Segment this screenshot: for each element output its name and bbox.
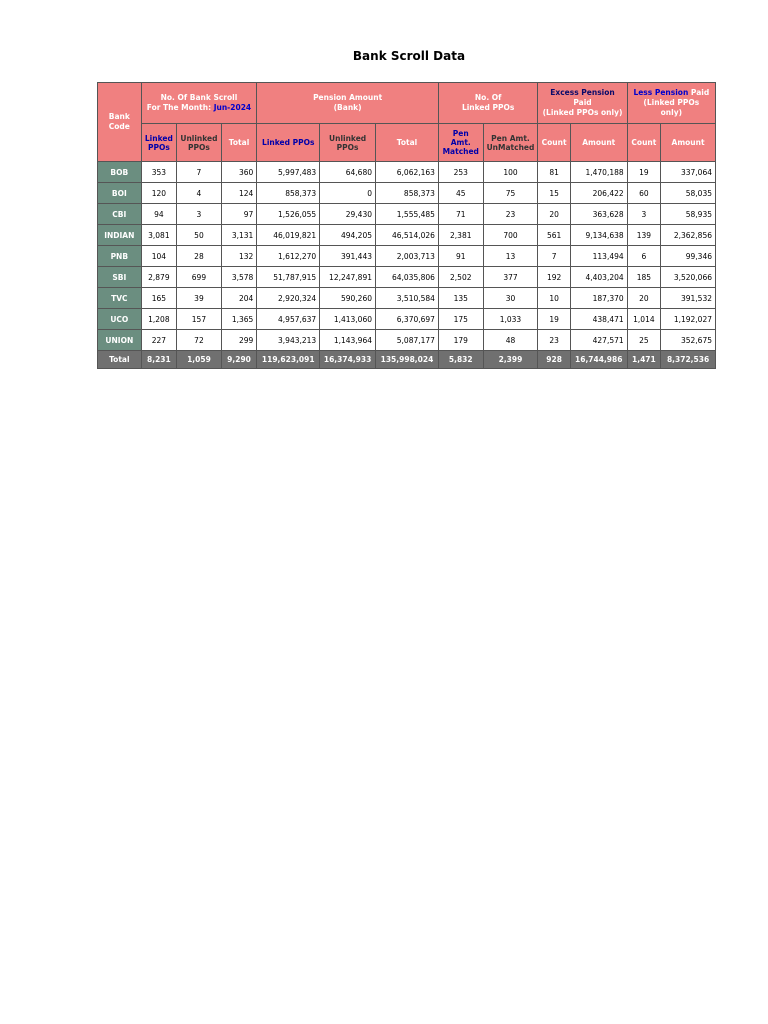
header-scroll-line1: No. Of Bank Scroll (160, 93, 238, 102)
table-cell: 3,510,584 (376, 288, 439, 309)
table-cell: 23 (538, 330, 570, 351)
total-cell: 5,832 (438, 351, 483, 369)
table-cell: 15 (538, 183, 570, 204)
table-cell: 2,381 (438, 225, 483, 246)
table-cell: 253 (438, 162, 483, 183)
header-scroll-month: Jun-2024 (213, 103, 252, 112)
subheader-excess-count: Count (538, 124, 570, 162)
table-cell: 29,430 (320, 204, 376, 225)
table-cell: 46,514,026 (376, 225, 439, 246)
table-row (98, 225, 716, 246)
table-cell: 50 (177, 225, 222, 246)
table-cell: 51,787,915 (257, 267, 320, 288)
table-row (98, 162, 716, 183)
table-cell: 179 (438, 330, 483, 351)
table-cell: 7 (538, 246, 570, 267)
bank-code-cell: PNB (98, 246, 142, 267)
subheader-linked-ppos: Linked PPOs (141, 124, 177, 162)
table-cell: 81 (538, 162, 570, 183)
subheader-pension-unlinked: Unlinked PPOs (320, 124, 376, 162)
table-cell: 71 (438, 204, 483, 225)
table-cell: 5,997,483 (257, 162, 320, 183)
table-cell: 135 (438, 288, 483, 309)
header-pension-amount (257, 83, 439, 124)
subheader-less-count: Count (627, 124, 660, 162)
table-cell: 699 (177, 267, 222, 288)
table-cell: 94 (141, 204, 177, 225)
table-cell: 23 (483, 204, 538, 225)
table-cell: 9,134,638 (570, 225, 627, 246)
table-cell: 7 (177, 162, 222, 183)
table-cell: 3,131 (221, 225, 257, 246)
table-row (98, 246, 716, 267)
table-cell: 5,087,177 (376, 330, 439, 351)
table-cell: 97 (221, 204, 257, 225)
table-cell: 58,935 (661, 204, 716, 225)
header-linked-line2: Linked PPOs (461, 103, 515, 112)
table-cell: 72 (177, 330, 222, 351)
header-row-sub (98, 124, 716, 162)
table-cell: 187,370 (570, 288, 627, 309)
table-body (98, 162, 716, 351)
table-cell: 157 (177, 309, 222, 330)
subheader-unlinked-ppos: Unlinked PPOs (177, 124, 222, 162)
total-label: Total (98, 351, 142, 369)
table-cell: 3 (627, 204, 660, 225)
table-cell: 20 (538, 204, 570, 225)
table-cell: 64,680 (320, 162, 376, 183)
header-less-line2: (Linked PPOs (643, 98, 700, 107)
header-scroll-line2: For The Month: (146, 103, 214, 112)
table-cell: 590,260 (320, 288, 376, 309)
table-cell: 39 (177, 288, 222, 309)
table-cell: 2,879 (141, 267, 177, 288)
header-less-line1b: Paid (688, 88, 710, 97)
table-cell: 175 (438, 309, 483, 330)
table-cell: 352,675 (661, 330, 716, 351)
subheader-pension-linked: Linked PPOs (257, 124, 320, 162)
table-row (98, 309, 716, 330)
bank-code-cell: UCO (98, 309, 142, 330)
table-cell: 1,612,270 (257, 246, 320, 267)
subheader-pen-matched: Pen Amt. Matched (438, 124, 483, 162)
header-excess-pension (538, 83, 627, 124)
table-cell: 185 (627, 267, 660, 288)
bank-code-cell: TVC (98, 288, 142, 309)
total-cell: 135,998,024 (376, 351, 439, 369)
table-cell: 12,247,891 (320, 267, 376, 288)
subheader-pen-unmatched: Pen Amt. UnMatched (483, 124, 538, 162)
subheader-pension-total: Total (376, 124, 439, 162)
table-cell: 494,205 (320, 225, 376, 246)
table-cell: 139 (627, 225, 660, 246)
table-cell: 75 (483, 183, 538, 204)
total-row (98, 351, 716, 369)
table-cell: 438,471 (570, 309, 627, 330)
header-bank-scroll (141, 83, 257, 124)
bank-code-cell: SBI (98, 267, 142, 288)
table-cell: 6,062,163 (376, 162, 439, 183)
total-cell: 119,623,091 (257, 351, 320, 369)
table-cell: 13 (483, 246, 538, 267)
table-row (98, 204, 716, 225)
table-cell: 204 (221, 288, 257, 309)
subheader-excess-amount: Amount (570, 124, 627, 162)
table-cell: 0 (320, 183, 376, 204)
header-excess-line1: Excess Pension (550, 88, 615, 97)
table-cell: 2,362,856 (661, 225, 716, 246)
table-cell: 10 (538, 288, 570, 309)
header-bank-code: Bank Code (98, 83, 142, 162)
table-row (98, 267, 716, 288)
table-cell: 353 (141, 162, 177, 183)
table-cell: 25 (627, 330, 660, 351)
table-cell: 206,422 (570, 183, 627, 204)
table-cell: 165 (141, 288, 177, 309)
table-cell: 1,192,027 (661, 309, 716, 330)
bank-scroll-table (97, 82, 716, 369)
header-pension-line2: (Bank) (333, 103, 362, 112)
table-cell: 4,403,204 (570, 267, 627, 288)
table-cell: 4 (177, 183, 222, 204)
table-cell: 1,014 (627, 309, 660, 330)
page-title: Bank Scroll Data (352, 49, 466, 63)
header-less-pension (627, 83, 715, 124)
table-cell: 1,555,485 (376, 204, 439, 225)
table-row (98, 183, 716, 204)
bank-code-cell: UNION (98, 330, 142, 351)
header-row-main (98, 83, 716, 124)
table-cell: 6 (627, 246, 660, 267)
table-cell: 104 (141, 246, 177, 267)
header-linked-line1: No. Of (474, 93, 502, 102)
total-cell: 928 (538, 351, 570, 369)
table-cell: 391,532 (661, 288, 716, 309)
total-cell: 9,290 (221, 351, 257, 369)
total-cell: 1,059 (177, 351, 222, 369)
table-cell: 58,035 (661, 183, 716, 204)
table-cell: 132 (221, 246, 257, 267)
table-cell: 64,035,806 (376, 267, 439, 288)
table-cell: 1,208 (141, 309, 177, 330)
total-cell: 8,231 (141, 351, 177, 369)
table-cell: 363,628 (570, 204, 627, 225)
table-cell: 113,494 (570, 246, 627, 267)
header-pension-line1: Pension Amount (313, 93, 383, 102)
table-cell: 48 (483, 330, 538, 351)
table-cell: 427,571 (570, 330, 627, 351)
table-cell: 360 (221, 162, 257, 183)
table-cell: 20 (627, 288, 660, 309)
table-cell: 91 (438, 246, 483, 267)
table-cell: 120 (141, 183, 177, 204)
total-cell: 1,471 (627, 351, 660, 369)
total-cell: 2,399 (483, 351, 538, 369)
table-cell: 700 (483, 225, 538, 246)
table-cell: 377 (483, 267, 538, 288)
table-cell: 3,520,066 (661, 267, 716, 288)
header-linked-ppos (438, 83, 537, 124)
table-cell: 46,019,821 (257, 225, 320, 246)
table-cell: 4,957,637 (257, 309, 320, 330)
header-excess-line3: (Linked PPOs only) (542, 108, 623, 117)
table-cell: 391,443 (320, 246, 376, 267)
table-cell: 19 (538, 309, 570, 330)
table-cell: 3,578 (221, 267, 257, 288)
table-cell: 1,526,055 (257, 204, 320, 225)
table-cell: 192 (538, 267, 570, 288)
table-cell: 28 (177, 246, 222, 267)
table-cell: 1,143,964 (320, 330, 376, 351)
bank-code-cell: BOI (98, 183, 142, 204)
table-cell: 227 (141, 330, 177, 351)
table-cell: 60 (627, 183, 660, 204)
table-cell: 124 (221, 183, 257, 204)
total-cell: 16,374,933 (320, 351, 376, 369)
table-cell: 2,920,324 (257, 288, 320, 309)
bank-code-cell: BOB (98, 162, 142, 183)
bank-code-cell: INDIAN (98, 225, 142, 246)
table-cell: 561 (538, 225, 570, 246)
table-cell: 99,346 (661, 246, 716, 267)
table-row (98, 288, 716, 309)
table-cell: 2,502 (438, 267, 483, 288)
table-cell: 1,470,188 (570, 162, 627, 183)
table-cell: 858,373 (376, 183, 439, 204)
table-cell: 299 (221, 330, 257, 351)
table-cell: 858,373 (257, 183, 320, 204)
header-less-line1a: Less Pension (633, 88, 689, 97)
table-cell: 1,413,060 (320, 309, 376, 330)
table-cell: 3,943,213 (257, 330, 320, 351)
subheader-less-amount: Amount (661, 124, 716, 162)
table-cell: 337,064 (661, 162, 716, 183)
bank-code-cell: CBI (98, 204, 142, 225)
total-cell: 8,372,536 (661, 351, 716, 369)
table-cell: 100 (483, 162, 538, 183)
table-cell: 1,365 (221, 309, 257, 330)
table-cell: 45 (438, 183, 483, 204)
total-cell: 16,744,986 (570, 351, 627, 369)
table-cell: 3,081 (141, 225, 177, 246)
subheader-scroll-total: Total (221, 124, 257, 162)
table-row (98, 330, 716, 351)
table-cell: 6,370,697 (376, 309, 439, 330)
table-cell: 2,003,713 (376, 246, 439, 267)
header-excess-line2: Paid (573, 98, 592, 107)
header-less-line3: only) (660, 108, 683, 117)
table-cell: 3 (177, 204, 222, 225)
table-cell: 30 (483, 288, 538, 309)
table-cell: 1,033 (483, 309, 538, 330)
table-cell: 19 (627, 162, 660, 183)
